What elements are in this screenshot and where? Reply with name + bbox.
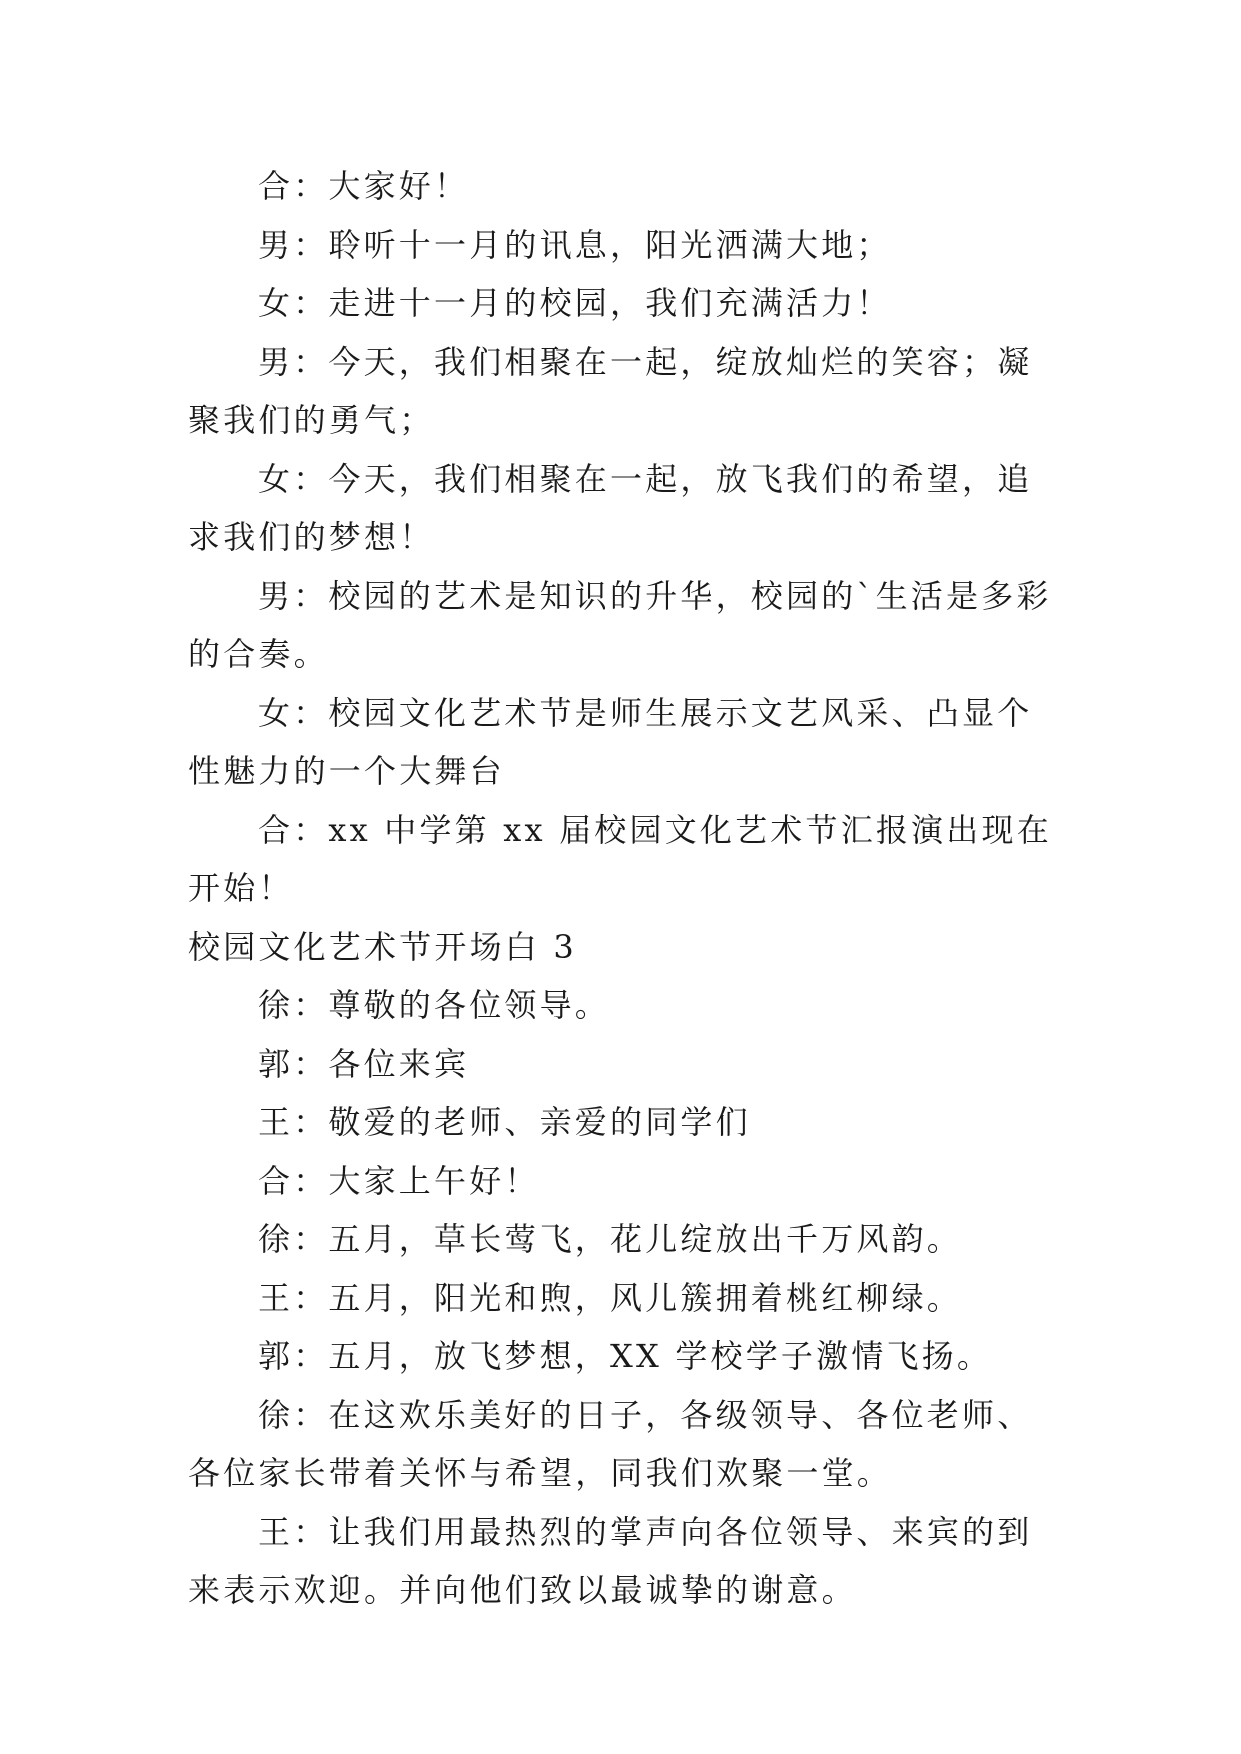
document-body [188,157,1054,1620]
paragraph: 徐：在这欢乐美好的日子，各级领导、各位老师、各位家长带着关怀与希望，同我们欢聚一堂。 [188,1395,1033,1492]
paragraph: 女：今天，我们相聚在一起，放飞我们的希望，追求我们的梦想！ [188,459,1033,556]
paragraph: 合：大家上午好！ [258,1161,540,1200]
paragraph: 女：校园文化艺术节是师生展示文艺风采、凸显个性魅力的一个大舞台 [188,693,1033,790]
paragraph: 女：走进十一月的校园，我们充满活力！ [258,284,892,322]
paragraph: 郭：各位来宾 [258,1044,470,1083]
paragraph: 王：敬爱的老师、亲爱的同学们 [258,1103,751,1141]
paragraph: 男：校园的艺术是知识的升华，校园的`生活是多彩的合奏。 [188,576,1052,673]
paragraph: 王：五月，阳光和煦，风儿簇拥着桃红柳绿。 [258,1278,963,1317]
paragraph: 合：xx 中学第 xx 届校园文化艺术节汇报演出现在开始！ [188,810,1052,907]
paragraph: 徐：五月，草长莺飞，花儿绽放出千万风韵。 [258,1220,963,1258]
paragraph: 男：聆听十一月的讯息，阳光洒满大地； [258,225,892,264]
section-heading: 校园文化艺术节开场白 3 [188,927,577,966]
paragraph: 王：让我们用最热烈的掌声向各位领导、来宾的到来表示欢迎。并向他们致以最诚挚的谢意。 [188,1512,1033,1609]
paragraph: 合：大家好！ [258,167,470,205]
paragraph: 男：今天，我们相聚在一起，绽放灿烂的笑容；凝聚我们的勇气； [188,342,1033,439]
paragraph: 徐：尊敬的各位领导。 [258,986,611,1024]
paragraph: 郭：五月，放飞梦想，XX 学校学子激情飞扬。 [258,1337,993,1375]
